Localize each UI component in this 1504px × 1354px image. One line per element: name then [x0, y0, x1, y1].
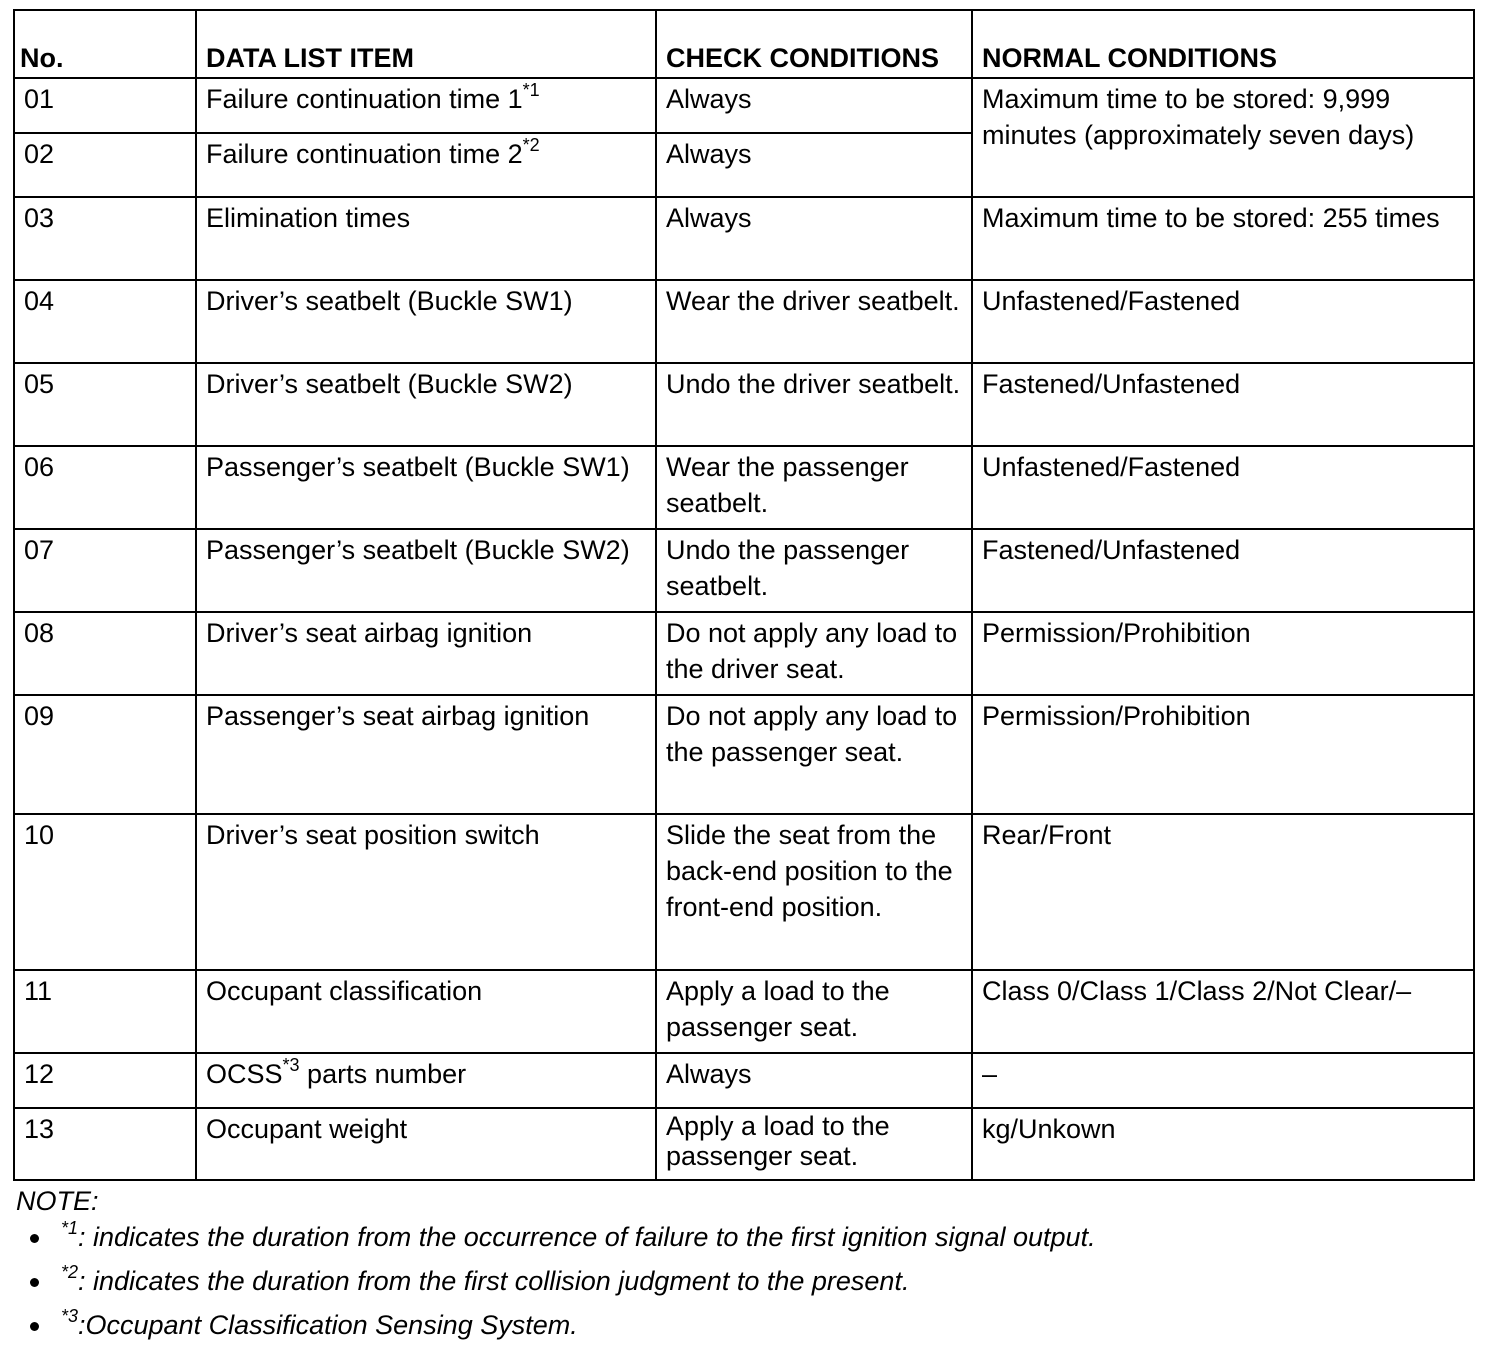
- cell-item: Driver’s seat airbag ignition: [196, 612, 656, 695]
- table-row: [14, 814, 1474, 970]
- header-check-conditions: CHECK CONDITIONS: [656, 10, 972, 78]
- table-row: [14, 280, 1474, 363]
- cell-no: 03: [14, 197, 196, 280]
- cell-item: OCSS$^{*3}$ parts number: [196, 1053, 656, 1108]
- cell-check: Always: [656, 197, 972, 280]
- notes-title: NOTE:: [16, 1186, 99, 1216]
- table-row: [14, 363, 1474, 446]
- note-text: : indicates the duration from the first collision judgment to the present.: [78, 1266, 910, 1296]
- bullet-icon: [30, 1234, 39, 1243]
- table-header-row: [14, 10, 1474, 78]
- cell-item: Driver’s seat position switch: [196, 814, 656, 970]
- table-row: [14, 612, 1474, 695]
- table-row: [14, 446, 1474, 529]
- note-text: :Occupant Classification Sensing System.: [78, 1310, 578, 1340]
- cell-check: Undo the passenger seatbelt.: [656, 529, 972, 612]
- cell-normal: –: [972, 1053, 1474, 1108]
- cell-check: Always: [656, 133, 972, 197]
- table-row: [14, 970, 1474, 1053]
- cell-normal: Permission/Prohibition: [972, 612, 1474, 695]
- header-data-list-item: DATA LIST ITEM: [196, 10, 656, 78]
- cell-item: Occupant classification: [196, 970, 656, 1053]
- table-row: [14, 1053, 1474, 1108]
- note-marker: *3: [61, 1306, 79, 1326]
- cell-no: 10: [14, 814, 196, 970]
- cell-normal: Unfastened/Fastened: [972, 446, 1474, 529]
- cell-no: 02: [14, 133, 196, 197]
- bullet-icon: [30, 1278, 39, 1287]
- cell-no: 12: [14, 1053, 196, 1108]
- cell-check: Do not apply any load to the passenger seat.: [656, 695, 972, 814]
- cell-check: Wear the passenger seatbelt.: [656, 446, 972, 529]
- cell-no: 08: [14, 612, 196, 695]
- cell-item: Driver’s seatbelt (Buckle SW1): [196, 280, 656, 363]
- table-row: [14, 197, 1474, 280]
- cell-no: 07: [14, 529, 196, 612]
- cell-check: Wear the driver seatbelt.: [656, 280, 972, 363]
- cell-item: Failure continuation time 1$^{*1}$: [196, 78, 656, 133]
- cell-no: 04: [14, 280, 196, 363]
- note-item: [16, 1306, 1096, 1354]
- cell-normal: Permission/Prohibition: [972, 695, 1474, 814]
- header-normal-conditions: NORMAL CONDITIONS: [972, 10, 1474, 78]
- cell-check: Apply a load to the passenger seat.: [656, 970, 972, 1053]
- table-row: [14, 695, 1474, 814]
- cell-item: Occupant weight: [196, 1108, 656, 1180]
- note-item: [16, 1262, 1096, 1310]
- note-marker: *2: [61, 1262, 79, 1282]
- cell-item: Passenger’s seatbelt (Buckle SW2): [196, 529, 656, 612]
- cell-no: 09: [14, 695, 196, 814]
- cell-check: Slide the seat from the back-end position to the front-end position.: [656, 814, 972, 970]
- cell-normal: Maximum time to be stored: 255 times: [972, 197, 1474, 280]
- cell-item: Passenger’s seatbelt (Buckle SW1): [196, 446, 656, 529]
- cell-check: Undo the driver seatbelt.: [656, 363, 972, 446]
- cell-check: Always: [656, 78, 972, 133]
- cell-no: 11: [14, 970, 196, 1053]
- cell-item: Failure continuation time 2$^{*2}$: [196, 133, 656, 197]
- cell-check: Apply a load to the passenger seat.: [656, 1108, 972, 1180]
- note-text: : indicates the duration from the occurrence of failure to the first ignition signal output.: [78, 1222, 1096, 1252]
- bullet-icon: [30, 1322, 39, 1331]
- cell-normal: Fastened/Unfastened: [972, 363, 1474, 446]
- cell-item: Driver’s seatbelt (Buckle SW2): [196, 363, 656, 446]
- table-row: [14, 78, 1474, 133]
- cell-item: Passenger’s seat airbag ignition: [196, 695, 656, 814]
- cell-normal: Maximum time to be stored: 9,999 minutes (approximately seven days): [972, 78, 1474, 197]
- cell-normal: Rear/Front: [972, 814, 1474, 970]
- cell-no: 13: [14, 1108, 196, 1180]
- cell-normal: Fastened/Unfastened: [972, 529, 1474, 612]
- cell-normal: Class 0/Class 1/Class 2/Not Clear/–: [972, 970, 1474, 1053]
- notes-section: [16, 1186, 1096, 1354]
- table-row: [14, 529, 1474, 612]
- cell-item: Elimination times: [196, 197, 656, 280]
- notes-list: [16, 1218, 1096, 1354]
- cell-check: Do not apply any load to the driver seat.: [656, 612, 972, 695]
- cell-check: Always: [656, 1053, 972, 1108]
- cell-no: 06: [14, 446, 196, 529]
- note-marker: *1: [61, 1218, 79, 1238]
- table-row: [14, 1108, 1474, 1180]
- cell-no: 05: [14, 363, 196, 446]
- cell-normal: Unfastened/Fastened: [972, 280, 1474, 363]
- header-no: No.: [14, 10, 196, 78]
- cell-no: 01: [14, 78, 196, 133]
- data-list-table: [13, 9, 1475, 1181]
- cell-normal: kg/Unkown: [972, 1108, 1474, 1180]
- note-item: [16, 1218, 1096, 1266]
